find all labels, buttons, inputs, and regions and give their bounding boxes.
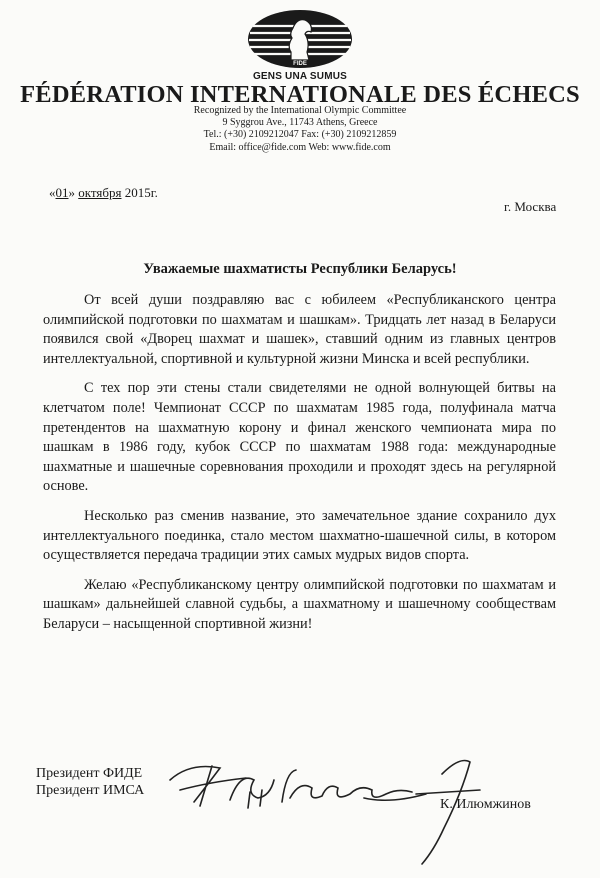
signatory-name: К. Илюмжинов xyxy=(440,797,531,812)
organization-name: FÉDÉRATION INTERNATIONALE DES ÉCHECS xyxy=(20,81,580,108)
recognized-line: Recognized by the International Olympic Committee xyxy=(193,105,407,116)
title-fide-president: Президент ФИДЕ xyxy=(36,766,143,781)
paragraph: Желаю «Республиканскому центру олимпийской подготовки по шахматам и шашкам» дальнейшей славной судьбы, а шахматному и шашечному сообществам Беларуси – насыщенной спортивной жизни! xyxy=(43,576,556,632)
greeting: Уважаемые шахматисты Республики Беларусь! xyxy=(143,261,457,277)
signatory-titles xyxy=(36,765,144,799)
paragraph: Несколько раз сменив название, это замечательное здание сохранило дух интеллектуального поединка, стало местом шахматно-шашечной силы, в котором осуществляется передача традиции этих самых мудрых видов спорта. xyxy=(43,507,556,564)
contact-block xyxy=(0,105,600,154)
phone-fax-line: Tel.: (+30) 2109212047 Fax: (+30) 2109212859 xyxy=(203,129,397,141)
svg-text:FIDE: FIDE xyxy=(293,61,307,67)
date-month: октября xyxy=(78,185,122,200)
title-imsa-president: Президент ИМСА xyxy=(36,783,145,798)
date-day: 01 xyxy=(55,185,69,200)
address-line: 9 Syggrou Ave., 11743 Athens, Greece xyxy=(222,117,378,129)
letter-body xyxy=(43,291,556,645)
fide-logo xyxy=(247,8,353,70)
paragraph: С тех пор эти стены стали свидетелями не одной волнующей битвы на клетчатом поле! Чемпионат СССР по шахматам 1985 года, полуфинала матча претендентов на шахматную корону и финал женского чемпионата мира по шашкам в 1986 году, кубок СССР по шахматам 1988 года: международные шахматные и шашечные соревнования проходили и проходят здесь на регулярной основе. xyxy=(43,380,556,495)
motto: GENS UNA SUMUS xyxy=(252,71,348,82)
date-year: 2015г. xyxy=(124,185,158,200)
email-web-line: Email: office@fide.com Web: www.fide.com xyxy=(209,141,391,153)
letter-date: «01» октября 2015г. xyxy=(49,185,158,200)
city: г. Москва xyxy=(504,199,557,214)
paragraph: От всей души поздравляю вас с юбилеем «Республиканского центра олимпийской подготовки по шахматам и шашкам». Тридцать лет назад в Беларуси появился свой «Дворец шахмат и шашек», ставший одним из главных центров интеллектуальной, спортивной и культурной жизни Минска и всей республики. xyxy=(43,292,556,367)
